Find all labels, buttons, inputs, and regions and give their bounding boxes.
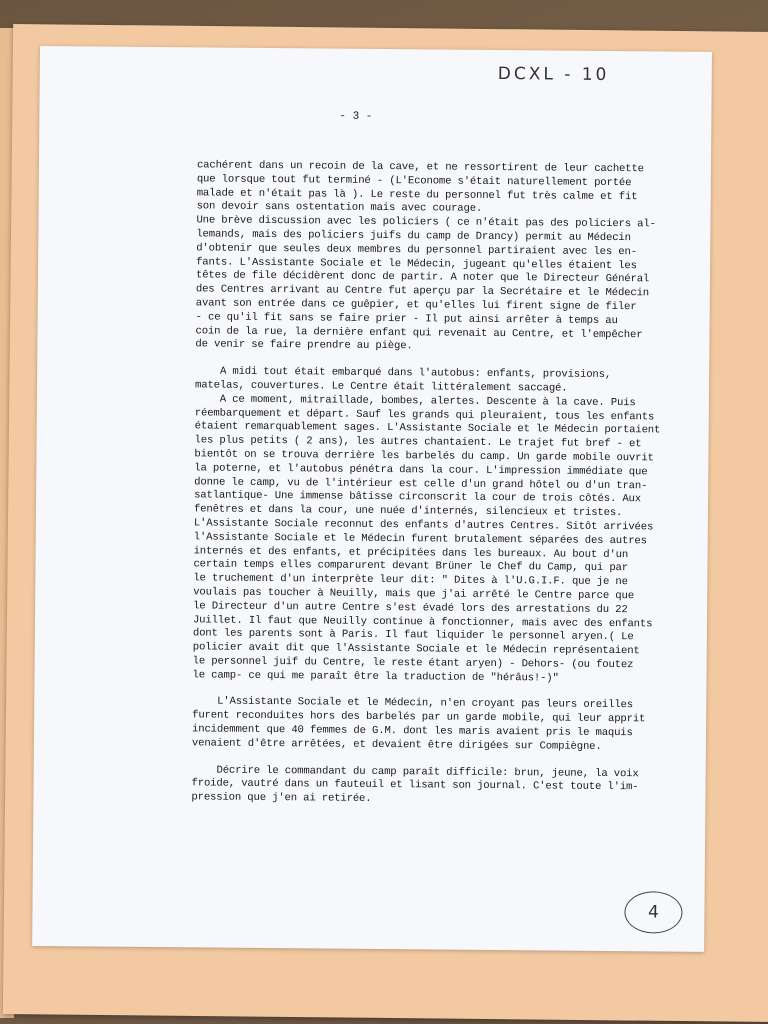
text-line: fenêtres et dans la cour, une nuée d'internés, silencieux et tristes.	[193, 503, 623, 520]
text-line: pression que j'en ai retirée.	[191, 791, 372, 806]
text-line: avant son entrée dans ce guêpier, et qu'elles lui firent signe de filer	[195, 297, 637, 314]
text-line: les plus petits ( 2 ans), les autres chantaient. Le trajet fut bref - et	[194, 434, 642, 451]
text-line: A ce moment, mitraillade, bombes, alertes. Descente à la cave. Puis	[194, 393, 636, 409]
text-line: L'Assistante Sociale et le Médecin, n'en croyant pas leurs oreilles	[192, 695, 634, 712]
text-line: furent reconduites hors des barbelés par un garde mobile, qui leur apprit	[192, 709, 646, 726]
text-line: A midi tout était embarqué dans l'autobus: enfants, provisions,	[195, 365, 612, 382]
text-line: têtes de file décidèrent donc de partir. A noter que le Directeur Général	[195, 269, 650, 286]
archive-reference: DCXL - 10	[497, 63, 610, 85]
page-number: - 3 -	[339, 110, 373, 123]
document-body	[191, 159, 717, 810]
text-line: des Centres arrivant au Centre fut aperçu par la Secrétaire et le Médecin	[195, 283, 650, 300]
text-line: certain temps elles comparurent devant Brüner le Chef du Camp, qui par	[193, 558, 629, 575]
text-line: Juillet. Il faut que Neuilly continue à fonctionner, mais avec des enfants	[192, 613, 653, 630]
text-line: satlantique- Une immense bâtisse circonscrit la cour de trois côtés. Aux	[194, 489, 642, 506]
text-line: matelas, couvertures. Le Centre était littéralement saccagé.	[194, 379, 568, 395]
text-line: d'obtenir que seules deux membres du personnel partiraient avec les en-	[196, 242, 637, 258]
text-line: le truchement d'un interprète leur dit: " Dites à l'U.G.I.F. que je ne	[193, 572, 628, 589]
text-line: le camp- ce qui me paraît être la traduction de "hérâus!-)"	[192, 669, 559, 685]
text-line: réembarquement et départ. Sauf les grands qui pleuraient, tous les enfants	[194, 406, 655, 423]
text-line: le Directeur d'un autre Centre s'est évadé lors des arrestations du 22	[193, 600, 628, 616]
text-line: incidemment que 40 femmes de G.M. dont les maris avaient pris le maquis	[191, 723, 633, 740]
text-line: le personnel juif du Centre, le reste étant aryen) - Dehors- (ou foutez	[192, 655, 634, 672]
text-line: que lorsque tout fut terminé - (L'Econome s'était naturellement portée	[196, 173, 632, 189]
text-line: Décrire le commandant du camp paraît difficile: brun, jeune, la voix	[191, 764, 639, 780]
text-line: internés et des enfants, et précipitées dans les bureaux. Au bout d'un	[193, 544, 629, 561]
text-line: froide, vautré dans un fauteuil et lisant son journal. C'est toute l'im-	[191, 777, 639, 794]
document-page	[32, 46, 712, 952]
text-line: coin de la rue, la dernière enfant qui revenait au Centre, et l'empêcher	[195, 324, 643, 341]
text-line: policier avait dit que l'Assistante Sociale et le Médecin représentaient	[192, 641, 640, 658]
text-line: lemands, mais des policiers juifs du camp de Drancy) permit au Médecin	[196, 228, 631, 245]
text-line: bientôt on se trouva derrière les barbelés du camp. Un garde mobile ouvrit	[194, 448, 654, 465]
text-line: cachérent dans un recoin de la cave, et ne ressortirent de leur cachette	[196, 159, 644, 176]
folio-number: 4	[624, 891, 682, 934]
text-line: Une brève discussion avec les policiers ( ce n'était pas des policiers al-	[196, 214, 656, 231]
text-line: étaient remarquablement sages. L'Assistante Sociale et le Médecin portaient	[194, 420, 661, 437]
text-line: de venir se faire prendre au piège.	[195, 338, 413, 353]
text-line: malade et n'était pas là ). Le reste du personnel fut très calme et fit	[196, 186, 638, 203]
text-line: - ce qu'il fit sans se faire prier - Il put ainsi arrêter à temps au	[195, 311, 618, 327]
text-line: l'Assistante Sociale et le Médecin furent brutalement séparées des autres	[193, 531, 647, 548]
text-line: donne le camp, vu de l'intérieur est celle d'un grand hôtel ou d'un tran-	[194, 475, 648, 492]
text-line: venaient d'être arrêtées, et devaient être dirigées sur Compiègne.	[191, 737, 602, 753]
text-line: L'Assistante Sociale reconnut des enfants d'autres Centres. Sitôt arrivées	[193, 517, 654, 534]
text-line: voulais pas toucher à Neuilly, mais que j'ai arrêté le Centre parce que	[193, 586, 634, 603]
text-line: dont les parents sont à Paris. Il faut liquider le personnel aryen.( Le	[192, 627, 634, 644]
text-line: son devoir sans ostentation mais avec courage.	[196, 200, 483, 216]
text-line: la poterne, et l'autobus pénétra dans la cour. L'impression immédiate que	[194, 462, 648, 479]
text-line: fants. L'Assistante Sociale et le Médecin, jugeant qu'elles étaient les	[196, 255, 637, 272]
